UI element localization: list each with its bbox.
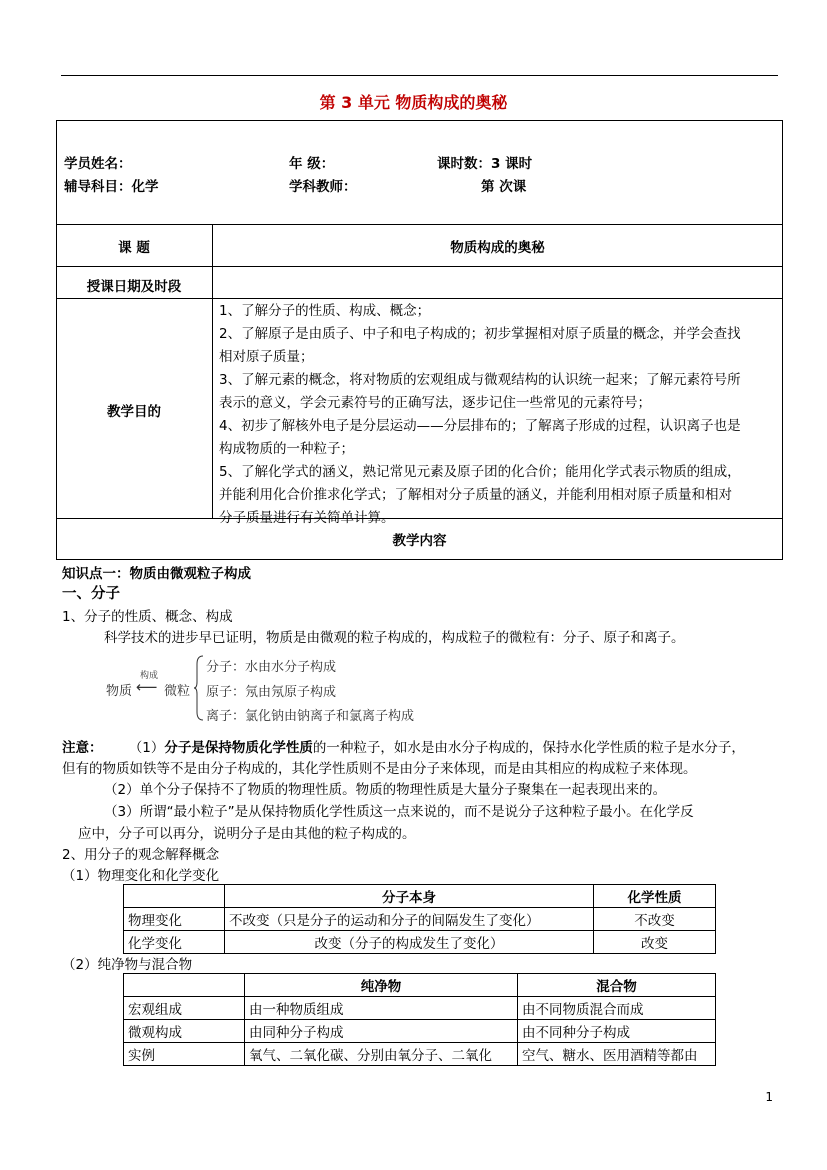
column-divider (212, 224, 213, 518)
goal-line: 5、了解化学式的涵义，熟记常见元素及原子团的化合价；能用化学式表示物质的组成， (219, 464, 741, 480)
subject-label: 辅导科目：化学 (64, 179, 159, 195)
goals-label: 教学目的 (107, 404, 161, 420)
table-cell: 微观构成 (124, 1020, 245, 1043)
table-cell: 由同种分子构成 (245, 1020, 518, 1043)
table-cell: 不改变（只是分子的运动和分子的间隔发生了变化） (225, 908, 594, 931)
subsection-heading: 1、分子的性质、概念、构成 (62, 609, 233, 625)
note-line: 应中，分子可以再分，说明分子是由其他的粒子构成的。 (78, 826, 416, 842)
table-header (124, 974, 245, 997)
diagram-item: 分子：水由水分子构成 (206, 660, 337, 675)
page-title: 第 3 单元 物质构成的奥秘 (319, 93, 508, 112)
left-arrow-icon: ⟵ (136, 678, 158, 696)
goal-line: 并能利用化合价推求化学式；了解相对分子质量的涵义，并能利用相对原子质量和相对 (219, 487, 732, 503)
goal-line: 分子质量进行有关简单计算。 (219, 510, 395, 526)
goal-line: 3、了解元素的概念，将对物质的宏观组成与微观结构的认识统一起来；了解元素符号所 (219, 372, 741, 388)
table-header: 纯净物 (245, 974, 518, 997)
row-divider (56, 266, 783, 267)
table-cell: 物理变化 (124, 908, 225, 931)
table-cell: 空气、糖水、医用酒精等都由 (518, 1043, 716, 1066)
table-row (124, 1020, 716, 1043)
note-number: （1） (128, 740, 165, 756)
section-heading: 一、分子 (62, 586, 120, 602)
goal-line: 构成物质的一种粒子； (219, 441, 354, 457)
diagram-arrow-label: 构成 (140, 671, 159, 681)
note-line: （2）单个分子保持不了物质的物理性质。物质的物理性质是大量分子聚集在一起表现出来的。 (104, 782, 667, 798)
hours-label: 课时数：3 课时 (437, 156, 533, 172)
page-number: 1 (765, 1090, 773, 1104)
table-header (124, 885, 225, 908)
diagram-mid-label: 微粒 (164, 684, 191, 699)
diagram-left-label: 物质 (106, 684, 133, 699)
goal-line: 4、初步了解核外电子是分层运动——分层排布的；了解离子形成的过程，认识离子也是 (219, 418, 741, 434)
table-cell: 宏观组成 (124, 997, 245, 1020)
table-row (124, 908, 716, 931)
goal-line: 2、了解原子是由质子、中子和电子构成的；初步掌握相对原子质量的概念，并学会查找 (219, 326, 741, 342)
teacher-label: 学科教师： (289, 179, 357, 195)
diagram-item: 原子：氖由氖原子构成 (206, 685, 337, 700)
note-emphasis: 分子是保持物质化学性质 (164, 740, 313, 756)
table-header: 分子本身 (225, 885, 594, 908)
note-line: （3）所谓“最小粒子”是从保持物质化学性质这一点来说的，而不是说分子这种粒子最小。在化学反 (104, 804, 694, 820)
table-cell: 氧气、二氧化碳、分别由氧分子、二氧化 (245, 1043, 518, 1066)
goal-line: 表示的意义，学会元素符号的正确写法，逐步记住一些常见的元素符号； (219, 395, 651, 411)
particle-diagram (102, 652, 452, 724)
topic-value: 物质构成的奥秘 (450, 240, 545, 256)
sub-subsection-heading: （1）物理变化和化学变化 (62, 868, 220, 884)
topic-label: 课 题 (118, 240, 150, 256)
note-line (62, 736, 745, 756)
table-cell: 实例 (124, 1043, 245, 1066)
note-label: 注意： (62, 740, 103, 756)
table-cell: 化学变化 (124, 931, 225, 954)
sub-subsection-heading: （2）纯净物与混合物 (62, 957, 193, 973)
paragraph: 科学技术的进步早已证明，物质是由微观的粒子构成的，构成粒子的微粒有：分子、原子和离子。 (104, 630, 685, 646)
table-header: 混合物 (518, 974, 716, 997)
table-header: 化学性质 (594, 885, 716, 908)
table-cell: 不改变 (594, 908, 716, 931)
change-table (123, 884, 716, 954)
table-cell: 由一种物质组成 (245, 997, 518, 1020)
substance-table (123, 973, 716, 1066)
note-line: 但有的物质如铁等不是由分子构成的，其化学性质则不是由分子来体现，而是由其相应的构成粒子来体现。 (62, 761, 697, 777)
content-label: 教学内容 (392, 533, 447, 549)
table-cell: 由不同物质混合而成 (518, 997, 716, 1020)
subsection-heading: 2、用分子的观念解释概念 (62, 847, 220, 863)
date-label: 授课日期及时段 (86, 279, 182, 295)
goals-list (219, 300, 777, 530)
brace-icon (193, 654, 205, 722)
row-divider (56, 298, 783, 299)
student-name-label: 学员姓名： (64, 156, 132, 172)
grade-label: 年 级： (289, 156, 335, 172)
goal-line: 1、了解分子的性质、构成、概念； (219, 303, 431, 319)
table-row (124, 997, 716, 1020)
table-row (124, 931, 716, 954)
note-text: 的一种粒子，如水是由水分子构成的，保持水化学性质的粒子是水分子， (312, 740, 745, 756)
session-label: 第 次课 (481, 179, 527, 195)
diagram-item: 离子：氯化钠由钠离子和氯离子构成 (206, 709, 415, 724)
table-cell: 改变 (594, 931, 716, 954)
header-rule (61, 75, 778, 76)
table-cell: 改变（分子的构成发生了变化） (225, 931, 594, 954)
table-row (124, 1043, 716, 1066)
goal-line: 相对原子质量； (219, 349, 314, 365)
table-cell: 由不同种分子构成 (518, 1020, 716, 1043)
knowledge-point-heading: 知识点一：物质由微观粒子构成 (62, 566, 251, 582)
row-divider (56, 224, 783, 225)
